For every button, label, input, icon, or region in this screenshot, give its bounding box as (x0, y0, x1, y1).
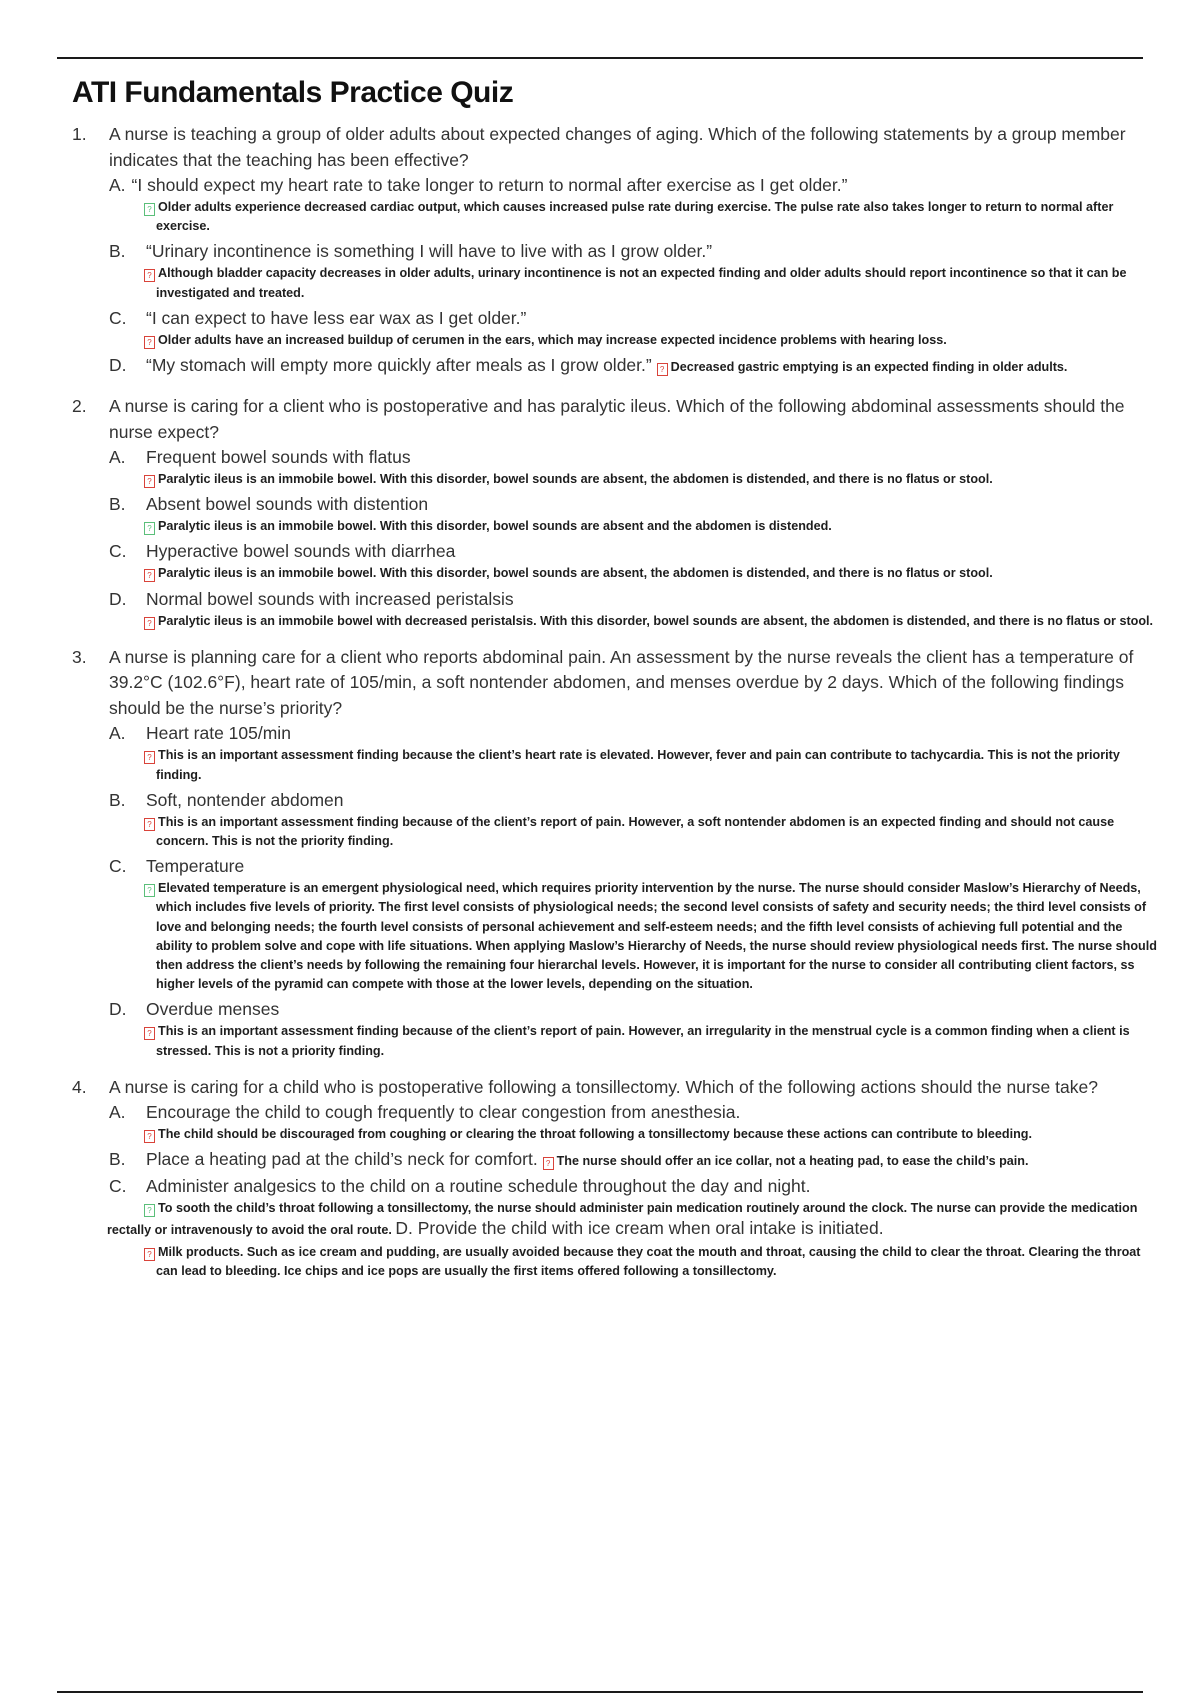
correct-mark-icon: ? (144, 884, 155, 897)
option-text: Overdue menses (146, 999, 280, 1020)
rationale-text: Decreased gastric emptying is an expected finding in older adults. (670, 360, 1068, 375)
option-c (109, 306, 1162, 331)
question-stem: A nurse is planning care for a client who reports abdominal pain. An assessment by the nurse reveals the client has a temperature of 39.2°C (102.6°F), heart rate of 105/min, a soft nontender abdomen, and menses overdue by 2 days. Which of the following findings should be the nurse’s priority? (109, 646, 1134, 718)
option-text: “Urinary incontinence is something I will have to live with as I grow older.” (146, 241, 713, 262)
wrong-mark-icon: ? (144, 475, 155, 488)
wrong-mark-icon: ? (543, 1157, 554, 1170)
bottom-rule (57, 1691, 1143, 1693)
option-d (109, 997, 1162, 1022)
option-text: “My stomach will empty more quickly after meals as I grow older.” (146, 355, 652, 376)
question-number: 3. (72, 646, 87, 667)
wrong-mark-icon: ? (144, 1130, 155, 1143)
option-b (109, 239, 1162, 264)
option-letter: D. (109, 588, 127, 609)
wrong-mark-icon: ? (657, 363, 668, 376)
option-d (395, 1218, 883, 1238)
option-d (109, 353, 1162, 380)
rationale-text: This is an important assessment finding because of the client’s report of pain. However, an irregularity in the menstrual cycle is a common finding when a client is stressed. This is not a priority finding. (156, 1024, 1130, 1058)
question-stem: A nurse is teaching a group of older adults about expected changes of aging. Which of the following statements by a group member indicates that the teaching has been effective? (109, 124, 1126, 170)
rationale-text: Milk products. Such as ice cream and pudding, are usually avoided because they coat the mouth and throat, causing the child to clear the throat. Clearing the throat can lead to bleeding. Ice chips and ice pops are usually the first items offered following a tonsillectomy. (156, 1244, 1141, 1279)
question-number: 4. (72, 1076, 87, 1097)
correct-mark-icon: ? (144, 1204, 155, 1217)
option-letter: B. (109, 1149, 126, 1170)
rationale (144, 813, 1162, 851)
option-letter: D. (109, 999, 127, 1020)
rationale-text: Elevated temperature is an emergent physiological need, which requires priority intervention by the nurse. The nurse should consider Maslow’s Hierarchy of Needs, which includes five levels of priority. The first level consists of physiological needs; the second level consists of safety and security needs; the third level consists of love and belonging needs; the fourth level consists of personal achievement and self-esteem needs; and the fifth level consists of achieving full potential and the ability to problem solve and cope with life situations. When applying Maslow’s Hierarchy of Needs, the nurse should review physiological needs first. The nurse should then address the client’s needs by following the remaining four hierarchal levels. However, it is important for the nurse to consider all contributing client factors, ss higher levels of the pyramid can compete with those at the lower levels, depending on the situation. (156, 881, 1157, 992)
question-stem: A nurse is caring for a client who is postoperative and has paralytic ileus. Which of the following abdominal assessments should the nurse expect? (109, 396, 1125, 442)
option-c (109, 854, 1162, 879)
page-title: ATI Fundamentals Practice Quiz (72, 76, 514, 109)
option-a (109, 445, 1162, 470)
rationale-text: Paralytic ileus is an immobile bowel. With this disorder, bowel sounds are absent, the abdomen is distended, and there is no flatus or stool. (158, 566, 993, 581)
rationale-text: This is an important assessment finding because of the client’s report of pain. However, a soft nontender abdomen is an expected finding and should not cause concern. This is not the priority finding. (156, 814, 1115, 848)
rationale-text: This is an important assessment finding because the client’s heart rate is elevated. However, fever and pain can contribute to tachycardia. This is not the priority finding. (156, 748, 1120, 782)
option-text: Heart rate 105/min (146, 723, 291, 744)
option-letter: C. (109, 1176, 127, 1197)
rationale (144, 1125, 1162, 1144)
option-text: Temperature (146, 856, 245, 877)
option-letter: C. (109, 307, 127, 328)
rationale (144, 331, 1162, 350)
option-letter: B. (109, 241, 126, 262)
question-2 (72, 394, 1162, 631)
rationale (144, 264, 1162, 302)
question-number: 2. (72, 396, 87, 417)
rationale (144, 879, 1162, 994)
wrong-mark-icon: ? (144, 751, 155, 764)
option-letter: C. (109, 856, 127, 877)
option-c (109, 539, 1162, 564)
option-d (109, 587, 1162, 612)
rationale (144, 470, 1162, 489)
option-text: Administer analgesics to the child on a routine schedule throughout the day and night. (146, 1176, 811, 1197)
option-letter: A. (109, 1102, 126, 1123)
option-text: “I should expect my heart rate to take longer to return to normal after exercise as I get older.” (131, 175, 848, 195)
correct-mark-icon: ? (144, 203, 155, 216)
option-letter: B. (109, 789, 126, 810)
option-text-with-rationale (146, 353, 1162, 380)
option-letter: C. (109, 541, 127, 562)
option-b (109, 788, 1162, 813)
question-4 (72, 1075, 1162, 1282)
wrong-mark-icon: ? (144, 617, 155, 630)
rationale-text: Paralytic ileus is an immobile bowel with decreased peristalsis. With this disorder, bowel sounds are absent, the abdomen is distended, and there is no flatus or stool. (158, 613, 1154, 628)
rationale-text: Older adults experience decreased cardiac output, which causes increased pulse rate during exercise. The pulse rate also takes longer to return to normal after exercise. (156, 200, 1114, 234)
option-a (109, 173, 1162, 198)
rationale-text: The nurse should offer an ice collar, not a heating pad, to ease the child’s pain. (556, 1154, 1029, 1169)
option-text: Frequent bowel sounds with flatus (146, 447, 411, 468)
rationale-text: Paralytic ileus is an immobile bowel. With this disorder, bowel sounds are absent and the abdomen is distended. (158, 519, 832, 534)
wrong-mark-icon: ? (144, 269, 155, 282)
option-text: Encourage the child to cough frequently to clear congestion from anesthesia. (146, 1102, 741, 1123)
option-a (109, 721, 1162, 746)
option-text: Soft, nontender abdomen (146, 789, 344, 810)
rationale (107, 1199, 1162, 1239)
rationale-text: Paralytic ileus is an immobile bowel. With this disorder, bowel sounds are absent, the abdomen is distended, and there is no flatus or stool. (158, 472, 993, 487)
rationale-text: The child should be discouraged from coughing or clearing the throat following a tonsillectomy because these actions can contribute to bleeding. (158, 1127, 1032, 1142)
question-1 (72, 122, 1162, 380)
rationale-text: Although bladder capacity decreases in older adults, urinary incontinence is not an expected finding and older adults should report incontinence so that it can be investigated and treated. (156, 266, 1127, 300)
option-b (109, 492, 1162, 517)
option-letter: A. (109, 723, 126, 744)
option-text: “I can expect to have less ear wax as I get older.” (146, 307, 527, 328)
rationale (144, 564, 1162, 583)
rationale (144, 746, 1162, 784)
option-letter: A. (109, 175, 126, 195)
option-text-with-rationale (146, 1147, 1162, 1174)
option-text: Absent bowel sounds with distention (146, 494, 429, 515)
option-letter: D. (109, 355, 127, 376)
option-letter: B. (109, 494, 126, 515)
rationale (144, 612, 1162, 631)
rationale (144, 1022, 1162, 1060)
rationale (144, 198, 1162, 236)
wrong-mark-icon: ? (144, 569, 155, 582)
option-text: Provide the child with ice cream when oral intake is initiated. (417, 1217, 884, 1238)
wrong-mark-icon: ? (144, 1248, 155, 1261)
option-text: Place a heating pad at the child’s neck for comfort. (146, 1149, 538, 1170)
top-rule (57, 57, 1143, 59)
rationale (144, 517, 1162, 536)
question-number: 1. (72, 124, 87, 144)
option-b (109, 1147, 1162, 1174)
option-c (109, 1174, 1162, 1199)
option-text: Hyperactive bowel sounds with diarrhea (146, 541, 456, 562)
rationale (144, 1243, 1162, 1281)
wrong-mark-icon: ? (144, 1027, 155, 1040)
correct-mark-icon: ? (144, 522, 155, 535)
wrong-mark-icon: ? (144, 336, 155, 349)
question-stem: A nurse is caring for a child who is postoperative following a tonsillectomy. Which of the following actions should the nurse take? (109, 1076, 1098, 1097)
rationale-text: Older adults have an increased buildup of cerumen in the ears, which may increase expected incidence problems with hearing loss. (158, 332, 947, 347)
option-letter: A. (109, 447, 126, 468)
rationale-text: To sooth the child’s throat following a tonsillectomy, the nurse should administer pain medication routinely around the clock. The nurse can provide the medication rectally or intravenously to avoid the oral route. (107, 1201, 1138, 1237)
question-3 (72, 645, 1162, 1061)
quiz-page (72, 76, 1162, 1295)
option-a (109, 1100, 1162, 1125)
option-letter: D. (395, 1217, 413, 1238)
option-text: Normal bowel sounds with increased peristalsis (146, 588, 514, 609)
wrong-mark-icon: ? (144, 818, 155, 831)
